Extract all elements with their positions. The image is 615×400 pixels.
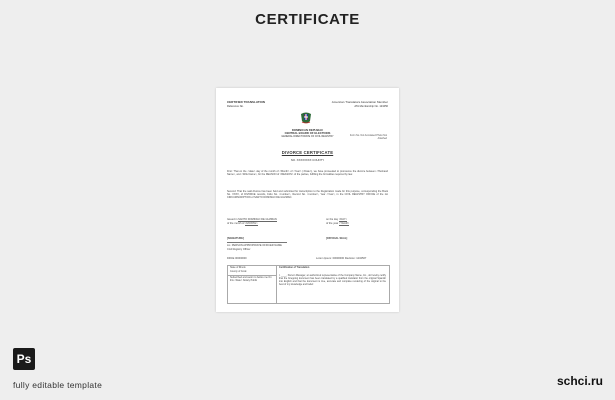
certificate-document [216,88,399,312]
seal-placeholder: [OFFICIAL SEAL] [326,237,348,240]
box-right-title: Certification of Translation [279,266,310,269]
header-left-sub: Reference No. [227,104,244,108]
issuer-block [256,129,359,139]
page-title: CERTIFICATE [255,11,360,28]
signature-line [227,242,287,243]
box-county: County of Cook [230,270,247,273]
issued-value: SANTO DOMINGO DE GUZMAN [238,218,277,221]
header-right-sub: ATA Membership No. 123456 [354,104,388,108]
header-right [318,101,388,108]
officer-name: Lic. PERSON APPROPRIATE OFFICER NAME [227,244,282,247]
officer-title: Civil Registry Officer [227,248,251,251]
header-left-title: CERTIFIED TRANSLATION [227,100,265,104]
month-label: of the month of [227,222,245,225]
coat-of-arms-icon [298,110,314,126]
year-row [326,222,349,226]
paragraph-first: First: That on the <date> day of the month of <Month> of <Year> (<Date>), we have proceeded to pronounce the divorce between <Husband Name>, and <Wife Name>, for the REASON of <REASON> of the parties, fulfilling the formalities required by law. [227,170,388,176]
signature-placeholder: [SIGNATURE] [227,237,244,240]
country-name: DOMINICAN REPUBLIC [291,128,324,132]
form-note: Form No. Not Annotated Photo Not Attached [349,134,387,140]
photoshop-icon: Ps [13,348,35,370]
month-value: <MONTH> [245,222,258,225]
box-divider [276,266,277,303]
box-notary: Subscribed and sworn to before me On this <Date> Notary Public [230,276,272,282]
header-left [227,101,287,108]
year-value: <YEAR> [339,222,350,225]
board-name: CENTRAL BOARD OF ELECTIONS [284,131,331,136]
box-right-body: I, ____, Person Manager, an authorized representative of the Company Name, Inc., do hereby certify that the foregoing document has been translated by a qualified translator from the original Spanish into English and that the document is true, accurate and complete rendering of the original to the best of my knowledge and belief. [279,274,386,286]
brand-watermark: schci.ru [556,374,603,388]
document-number: NO. XXXXXXXX COUNTY [290,158,325,162]
footer-left [13,348,102,390]
header-right-title: American Translators Association Member [331,100,388,104]
day-label: on the day [326,218,339,221]
document-title: DIVORCE CERTIFICATE [281,150,334,155]
translation-certification-box [227,265,390,304]
paragraph-second: Second: That the said divorce has been held and submitted for transcription to the Registration made for this purpose, corresponding the Book No. XXXX, of DIVORCE records, Folio No. <number>, Record No. <number>, Year <Year>, in the CIVIL REGISTRY OFFICE of the 1st CIRCUMSCRIPTION of SANTO DOMINGO DE GUZMAN. [227,190,388,199]
year-label: of the year [326,222,339,225]
template-caption: fully editable template [13,380,103,390]
issued-label: Issued in [227,218,238,221]
month-row [227,222,258,226]
day-value: <DAY> [338,218,348,221]
office-name: GENERAL DIRECTORATE OF CIVIL REGISTRY [281,134,334,138]
box-state: State of Illinois [230,266,246,269]
code-left: DRCE 00000000 [227,257,247,260]
code-right: Lorem Ipsum: 00000000 Revision: 1234567 [316,257,367,260]
